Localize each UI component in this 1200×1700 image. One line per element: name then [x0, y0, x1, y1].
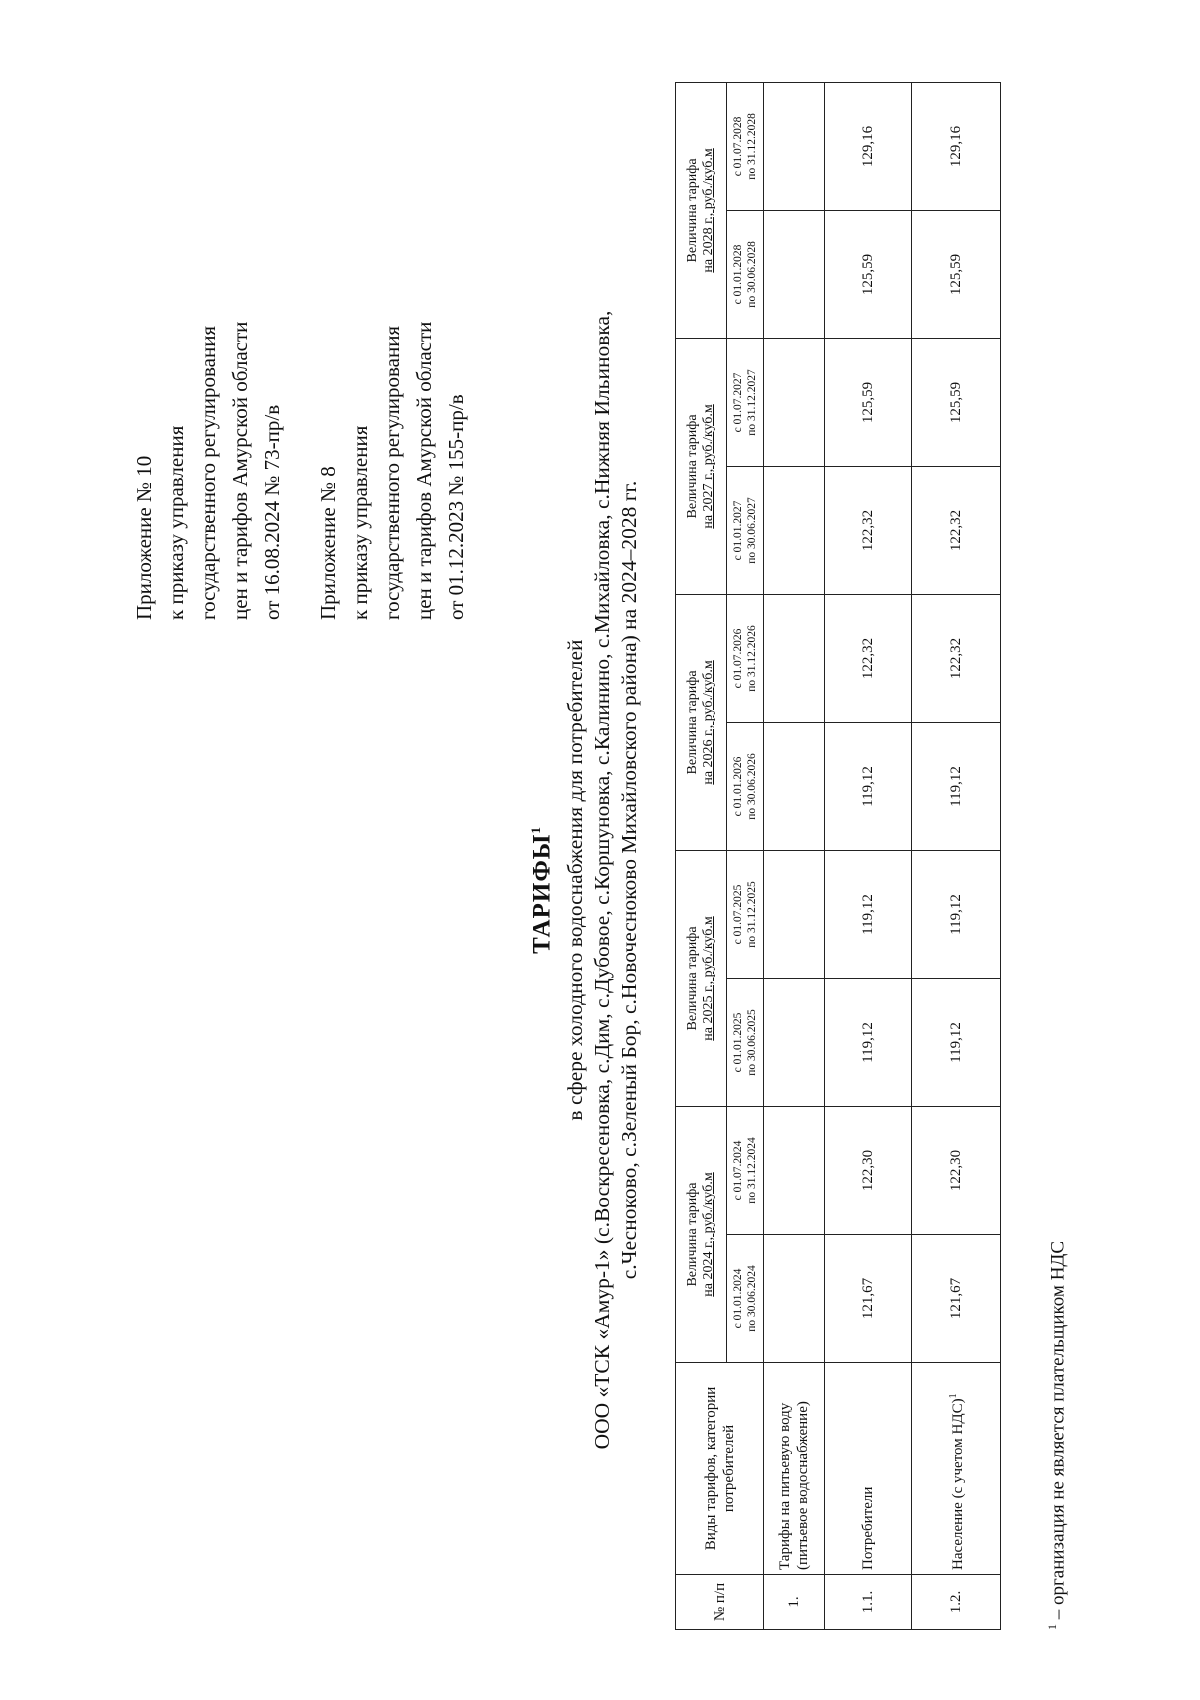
- period-2024-h2: с 01.07.2024 по 31.12.2024: [727, 1106, 764, 1234]
- title-text: ТАРИФЫ: [528, 833, 556, 954]
- appendix-line: к приказу управления: [164, 425, 188, 620]
- row-number: 1.1.: [825, 1575, 912, 1630]
- appendix-line: цен и тарифов Амурской области: [228, 321, 252, 620]
- tariff-value: 121,67: [825, 1235, 912, 1363]
- header-year-2027: Величина тарифа на 2027 г., руб./куб.м: [676, 338, 727, 594]
- tariff-value: 125,59: [825, 210, 912, 338]
- period-2028-h2: с 01.07.2028 по 31.12.2028: [727, 82, 764, 210]
- tariff-value: [764, 466, 825, 594]
- appendix-original-block: [312, 322, 472, 620]
- row-number: 1.2.: [912, 1575, 1001, 1630]
- document-title: [528, 80, 556, 1700]
- header-year-2024: Величина тарифа на 2024 г., руб./куб.м: [676, 1106, 727, 1362]
- tariff-value: 121,67: [912, 1235, 1001, 1363]
- period-2027-h2: с 01.07.2027 по 31.12.2027: [727, 338, 764, 466]
- tariff-value: 119,12: [912, 978, 1001, 1106]
- period-2025-h1: с 01.01.2025 по 30.06.2025: [727, 978, 764, 1106]
- tariff-value: [764, 850, 825, 978]
- document-subtitle: [562, 180, 643, 1580]
- tariff-value: 122,32: [912, 466, 1001, 594]
- row-name: Потребители: [825, 1363, 912, 1575]
- subtitle-line: ООО «ТСК «Амур-1» (с.Воскресеновка, с.Дим, с.Дубовое, с.Коршуновка, с.Калинино, с.Михайловка, с.Нижняя Ильиновка,: [590, 310, 614, 1450]
- row-name: Тарифы на питьевую воду (питьевое водоснабжение): [764, 1363, 825, 1575]
- tariff-value: 119,12: [912, 850, 1001, 978]
- footnote-mark: 1: [1045, 1624, 1059, 1630]
- appendix-current-block: [128, 322, 288, 620]
- row-footnote-mark: 1: [948, 1393, 959, 1399]
- period-2024-h1: с 01.01.2024 по 30.06.2024: [727, 1235, 764, 1363]
- tariff-value: [764, 210, 825, 338]
- subtitle-line: с.Чесноково, с.Зеленый Бор, с.Новочесноково Михайловского района) на 2024–2028 гг.: [617, 480, 641, 1280]
- table-row: [825, 82, 912, 1629]
- header-year-2028: Величина тарифа на 2028 г., руб./куб.м: [676, 82, 727, 338]
- tariff-value: [764, 722, 825, 850]
- table-header-row: [676, 82, 727, 1629]
- header-year-2025: Величина тарифа на 2025 г., руб./куб.м: [676, 850, 727, 1106]
- title-footnote-mark: 1: [528, 826, 543, 834]
- table-row: [764, 82, 825, 1629]
- period-2026-h1: с 01.01.2026 по 30.06.2026: [727, 722, 764, 850]
- period-2028-h1: с 01.01.2028 по 30.06.2028: [727, 210, 764, 338]
- tariff-value: 119,12: [825, 722, 912, 850]
- tariff-value: 119,12: [825, 978, 912, 1106]
- tariff-value: 125,59: [912, 210, 1001, 338]
- tariff-value: [764, 1106, 825, 1234]
- appendix-line: государственного регулирования: [196, 325, 220, 620]
- appendix-line: Приложение № 10: [132, 455, 156, 620]
- tariff-value: 122,32: [912, 594, 1001, 722]
- row-number: 1.: [764, 1575, 825, 1630]
- period-2027-h1: с 01.01.2027 по 30.06.2027: [727, 466, 764, 594]
- appendix-line: Приложение № 8: [316, 466, 340, 620]
- table-row: [912, 82, 1001, 1629]
- tariff-value: [764, 978, 825, 1106]
- header-number: № п/п: [676, 1575, 764, 1630]
- row-name: Население (с учетом НДС)$^1$: [912, 1363, 1001, 1575]
- appendix-line: от 16.08.2024 № 73-пр/в: [260, 404, 284, 620]
- period-2025-h2: с 01.07.2025 по 31.12.2025: [727, 850, 764, 978]
- subtitle-line: в сфере холодного водоснабжения для потребителей: [563, 639, 587, 1121]
- tariff-value: [764, 594, 825, 722]
- footnote-text: – организация не является плательщиком НДС: [1047, 1240, 1069, 1624]
- tariff-value: 129,16: [825, 82, 912, 210]
- tariff-value: 122,30: [825, 1106, 912, 1234]
- tariff-table: [675, 82, 1001, 1630]
- tariff-value: 122,32: [825, 466, 912, 594]
- appendix-line: от 01.12.2023 № 155-пр/в: [444, 394, 468, 620]
- appendix-line: государственного регулирования: [380, 325, 404, 620]
- tariff-value: 125,59: [825, 338, 912, 466]
- tariff-value: [764, 82, 825, 210]
- tariff-value: 119,12: [825, 850, 912, 978]
- tariff-value: 125,59: [912, 338, 1001, 466]
- header-year-2026: Величина тарифа на 2026 г., руб./куб.м: [676, 594, 727, 850]
- tariff-value: 119,12: [912, 722, 1001, 850]
- period-2026-h2: с 01.07.2026 по 31.12.2026: [727, 594, 764, 722]
- tariff-value: 122,30: [912, 1106, 1001, 1234]
- footnote: [1045, 1241, 1069, 1630]
- appendix-line: цен и тарифов Амурской области: [412, 321, 436, 620]
- appendix-line: к приказу управления: [348, 425, 372, 620]
- tariff-value: [764, 1235, 825, 1363]
- header-tariff-kind: Виды тарифов, категории потребителей: [676, 1363, 764, 1575]
- tariff-value: 122,32: [825, 594, 912, 722]
- tariff-value: [764, 338, 825, 466]
- tariff-value: 129,16: [912, 82, 1001, 210]
